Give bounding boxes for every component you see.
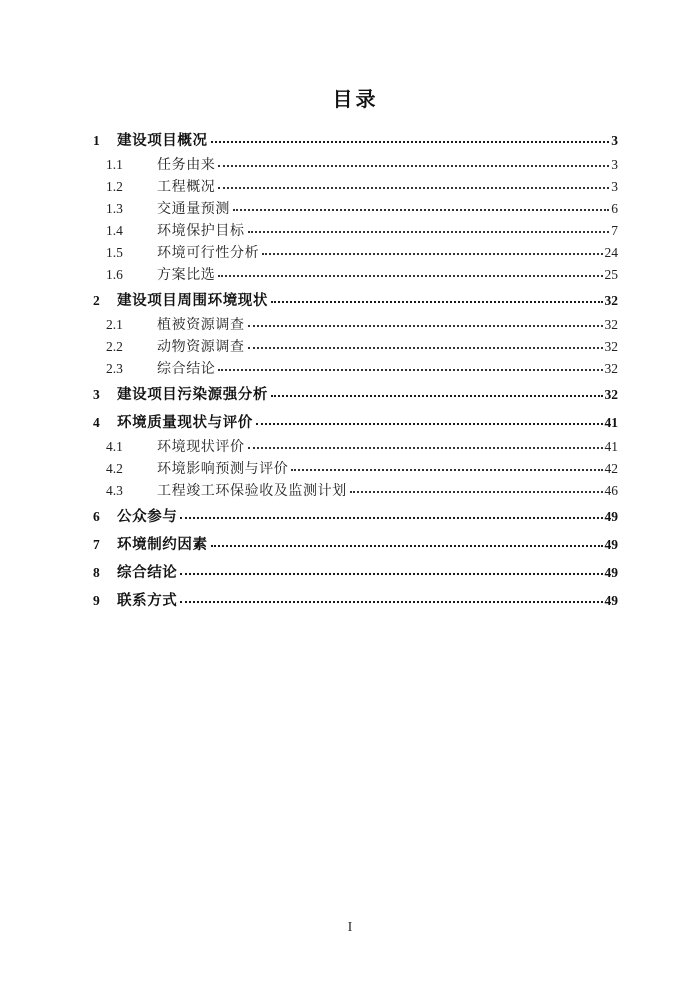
toc-entry-number: 2 <box>93 293 100 308</box>
toc-entry-label: 环境影响预测与评价 <box>157 462 289 477</box>
toc-entry-number: 3 <box>93 387 100 402</box>
toc-entry <box>93 290 618 312</box>
toc-entry-number: 1.4 <box>106 223 123 238</box>
dot-leader <box>180 601 602 603</box>
toc-entry-page: 24 <box>604 245 618 260</box>
page-title: 目录 <box>332 89 379 111</box>
toc-entry-page: 32 <box>604 387 618 402</box>
toc-entry-label: 动物资源调查 <box>157 340 245 355</box>
toc-entry <box>93 458 618 480</box>
toc-entry-page: 49 <box>604 509 618 524</box>
toc-entry-page: 32 <box>604 317 618 332</box>
toc-entry-label: 建设项目概况 <box>117 133 208 149</box>
content-area <box>93 0 618 614</box>
toc-entry-label: 环境保护目标 <box>157 224 245 239</box>
toc-list <box>93 126 618 614</box>
dot-leader <box>271 301 603 303</box>
toc-entry-number: 1.6 <box>106 267 123 282</box>
footer-page-number: I <box>347 920 353 935</box>
toc-entry-number: 2.2 <box>106 339 123 354</box>
toc-entry-label: 公众参与 <box>117 509 178 525</box>
toc-entry <box>93 534 618 556</box>
dot-leader <box>262 253 602 255</box>
toc-entry-number: 7 <box>93 537 100 552</box>
dot-leader <box>256 423 603 425</box>
toc-entry-label: 环境可行性分析 <box>157 246 260 261</box>
toc-entry-page: 32 <box>604 361 618 376</box>
toc-entry-label: 方案比选 <box>157 268 216 283</box>
toc-entry-label: 建设项目污染源强分析 <box>117 387 268 403</box>
dot-leader <box>218 275 602 277</box>
toc-entry <box>93 412 618 434</box>
toc-entry-number: 1.3 <box>106 201 123 216</box>
toc-entry-label: 环境制约因素 <box>117 537 208 553</box>
toc-entry-number: 1.5 <box>106 245 123 260</box>
toc-entry-page: 32 <box>604 339 618 354</box>
toc-entry-page: 3 <box>611 157 618 172</box>
dot-leader <box>233 209 609 211</box>
toc-entry-number: 2.1 <box>106 317 123 332</box>
dot-leader <box>180 517 602 519</box>
toc-entry-page: 49 <box>604 565 618 580</box>
dot-leader <box>248 447 603 449</box>
toc-entry-page: 41 <box>604 415 618 430</box>
toc-entry <box>93 358 618 380</box>
toc-entry <box>93 314 618 336</box>
toc-entry <box>93 130 618 152</box>
toc-entry-page: 41 <box>604 439 618 454</box>
dot-leader <box>218 165 609 167</box>
toc-entry-label: 建设项目周围环境现状 <box>117 293 268 309</box>
toc-entry-number: 4.2 <box>106 461 123 476</box>
toc-entry-page: 46 <box>604 483 618 498</box>
toc-entry-number: 1.2 <box>106 179 123 194</box>
toc-entry-number: 4.3 <box>106 483 123 498</box>
toc-entry-label: 植被资源调查 <box>157 318 245 333</box>
dot-leader <box>211 141 610 143</box>
toc-entry-page: 3 <box>611 179 618 194</box>
toc-entry-number: 1 <box>93 133 100 148</box>
toc-entry-page: 32 <box>604 293 618 308</box>
toc-entry-label: 环境质量现状与评价 <box>117 415 253 431</box>
toc-entry-number: 8 <box>93 565 100 580</box>
toc-entry-number: 4 <box>93 415 100 430</box>
dot-leader <box>218 187 609 189</box>
dot-leader <box>218 369 602 371</box>
toc-entry <box>93 384 618 406</box>
toc-entry-label: 联系方式 <box>117 593 178 609</box>
toc-entry-page: 3 <box>611 133 618 148</box>
dot-leader <box>291 469 602 471</box>
toc-entry-number: 2.3 <box>106 361 123 376</box>
toc-entry-page: 49 <box>604 537 618 552</box>
dot-leader <box>248 231 610 233</box>
toc-entry-label: 工程竣工环保验收及监测计划 <box>157 484 347 499</box>
toc-entry-page: 42 <box>604 461 618 476</box>
dot-leader <box>271 395 603 397</box>
toc-entry <box>93 562 618 584</box>
toc-entry-label: 交通量预测 <box>157 202 230 217</box>
dot-leader <box>211 545 603 547</box>
toc-entry <box>93 154 618 176</box>
toc-entry <box>93 264 618 286</box>
dot-leader <box>350 491 603 493</box>
toc-entry-number: 9 <box>93 593 100 608</box>
toc-entry-label: 任务由来 <box>157 158 216 173</box>
toc-entry <box>93 590 618 612</box>
toc-entry-number: 1.1 <box>106 157 123 172</box>
dot-leader <box>180 573 602 575</box>
toc-entry <box>93 176 618 198</box>
toc-entry <box>93 198 618 220</box>
dot-leader <box>248 325 603 327</box>
toc-entry-label: 综合结论 <box>157 362 216 377</box>
toc-entry <box>93 480 618 502</box>
toc-entry <box>93 506 618 528</box>
toc-entry-page: 6 <box>611 201 618 216</box>
toc-entry <box>93 220 618 242</box>
toc-entry <box>93 242 618 264</box>
toc-entry-page: 25 <box>604 267 618 282</box>
toc-entry-label: 综合结论 <box>117 565 178 581</box>
toc-entry <box>93 436 618 458</box>
toc-entry-page: 7 <box>611 223 618 238</box>
toc-entry-number: 6 <box>93 509 100 524</box>
toc-entry-number: 4.1 <box>106 439 123 454</box>
toc-entry-label: 环境现状评价 <box>157 440 245 455</box>
toc-entry <box>93 336 618 358</box>
toc-entry-page: 49 <box>604 593 618 608</box>
toc-entry-label: 工程概况 <box>157 180 216 195</box>
dot-leader <box>248 347 603 349</box>
